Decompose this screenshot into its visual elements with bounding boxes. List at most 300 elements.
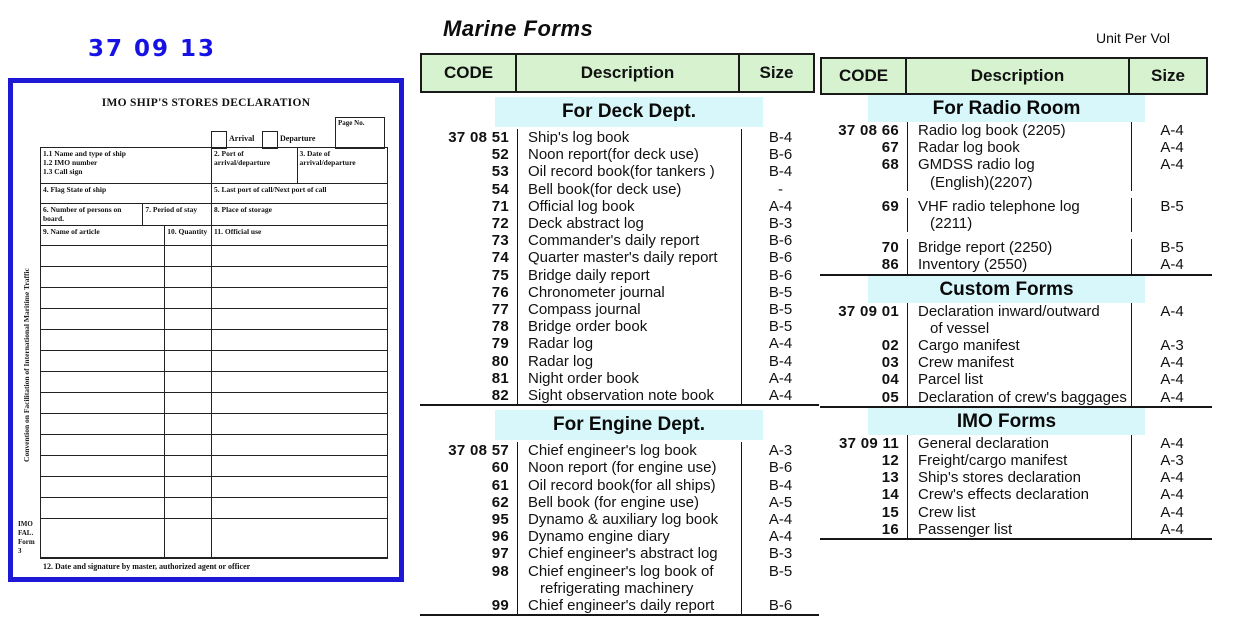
form-empty-cell (165, 435, 212, 456)
size-cell: B-6 (768, 597, 793, 615)
column-header: Size (1128, 57, 1208, 95)
table-row (420, 370, 819, 387)
size-cell: B-3 (768, 545, 793, 563)
form-empty-cell (41, 456, 165, 477)
size-cell: A-4 (1160, 469, 1184, 487)
form-field-label: 1.1 Name and type of ship (43, 149, 126, 158)
size-cell: - (778, 180, 783, 198)
form-grid-empty-row (41, 351, 387, 372)
description-line: Dynamo engine diary (528, 528, 670, 546)
size-cell: B-5 (768, 283, 793, 301)
form-empty-cell (165, 309, 212, 330)
code-cell: 37 08 57 (448, 442, 509, 460)
description-line: Chief engineer's log book (528, 442, 697, 460)
table-row (820, 256, 1212, 273)
form-grid-row (41, 226, 387, 246)
size-cell: A-4 (768, 528, 793, 546)
size-cell: A-4 (1160, 434, 1184, 452)
description-cell (517, 528, 742, 545)
forms-table-left (420, 53, 819, 616)
description-cell (907, 337, 1132, 354)
description-line: Freight/cargo manifest (918, 452, 1068, 470)
form-grid-row (41, 204, 387, 226)
description-line: Cargo manifest (918, 337, 1020, 355)
fal-line: Form (18, 538, 35, 546)
description-line: Dynamo & auxiliary log book (528, 511, 719, 529)
column-header: Description (905, 57, 1130, 95)
description-cell (517, 318, 742, 335)
description-cell (517, 284, 742, 301)
form-grid-row (41, 148, 387, 184)
form-empty-cell (41, 519, 165, 558)
form-empty-cell (212, 246, 387, 267)
size-cell: A-4 (768, 511, 793, 529)
table-row (820, 156, 1212, 190)
size-cell: B-6 (768, 266, 793, 284)
description-cell (517, 232, 742, 249)
form-empty-cell (212, 477, 387, 498)
description-cell (907, 156, 1132, 190)
size-cell: A-3 (768, 442, 793, 460)
size-cell: B-4 (768, 352, 793, 370)
description-line: Ship's log book (528, 129, 630, 146)
description-cell (907, 354, 1132, 371)
size-cell: A-4 (1160, 503, 1184, 521)
size-cell: B-4 (768, 163, 793, 181)
code-cell: 04 (881, 371, 899, 389)
form-field-label: 8. Place of storage (214, 205, 272, 214)
table-row (420, 129, 819, 146)
form-empty-cell (165, 477, 212, 498)
table-row (820, 486, 1212, 503)
form-empty-cell (212, 414, 387, 435)
description-cell (517, 459, 742, 476)
form-empty-cell (41, 477, 165, 498)
description-line: Oil record book(for tankers ) (528, 163, 715, 181)
form-field-cell (212, 184, 387, 204)
form-field-label: 6. Number of persons on (43, 205, 122, 214)
description-cell (517, 563, 742, 597)
section-divider (420, 614, 819, 616)
form-grid-empty-row (41, 288, 387, 309)
table-row (420, 146, 819, 163)
form-empty-cell (212, 351, 387, 372)
code-cell: 96 (491, 528, 509, 546)
description-line: refrigerating machinery (540, 579, 694, 597)
description-cell (517, 163, 742, 180)
code-cell: 37 08 51 (448, 129, 509, 146)
form-empty-cell (212, 435, 387, 456)
description-cell (517, 387, 742, 404)
form-preview-inner (13, 83, 399, 577)
code-cell: 69 (881, 197, 899, 215)
description-cell (517, 129, 742, 146)
section-title: For Engine Dept. (495, 410, 763, 440)
table-row (420, 511, 819, 528)
page-title: Marine Forms (443, 16, 594, 41)
form-empty-cell (212, 309, 387, 330)
description-line: Sight observation note book (528, 387, 714, 405)
description-line: Compass journal (528, 301, 641, 319)
description-cell (517, 335, 742, 352)
description-line: General declaration (918, 434, 1049, 452)
table-row (420, 284, 819, 301)
code-cell: 79 (491, 335, 509, 353)
form-field-label: 1.2 IMO number (43, 158, 98, 167)
form-field-label: arrival/departure (299, 158, 356, 167)
form-empty-cell (165, 288, 212, 309)
size-cell: A-4 (1160, 520, 1184, 538)
code-cell: 67 (881, 139, 899, 157)
table-row (420, 477, 819, 494)
column-header: Size (738, 53, 815, 93)
description-cell (907, 122, 1132, 139)
description-cell (907, 371, 1132, 388)
table-row (820, 435, 1212, 452)
table-row (820, 389, 1212, 406)
form-grid-empty-row (41, 435, 387, 456)
code-cell: 86 (881, 256, 899, 274)
code-cell: 14 (881, 486, 899, 504)
form-empty-cell (41, 372, 165, 393)
section-title: Custom Forms (868, 276, 1145, 303)
section-title: For Deck Dept. (495, 97, 763, 127)
table-row (820, 469, 1212, 486)
table-row (420, 215, 819, 232)
size-cell: A-4 (1160, 486, 1184, 504)
form-empty-cell (41, 393, 165, 414)
form-empty-cell (212, 372, 387, 393)
form-grid-empty-row (41, 267, 387, 288)
form-grid-empty-row (41, 393, 387, 414)
description-line: Declaration inward/outward (918, 302, 1100, 320)
form-grid-empty-row (41, 519, 387, 558)
description-line: Bridge report (2250) (918, 239, 1053, 257)
size-cell: A-4 (1160, 256, 1184, 274)
table-row (420, 545, 819, 562)
table-row (420, 442, 819, 459)
column-header: Description (515, 53, 740, 93)
code-cell: 37 09 01 (838, 302, 899, 320)
size-cell: A-4 (768, 387, 793, 405)
code-cell: 37 08 66 (838, 122, 899, 139)
size-cell: B-4 (768, 476, 793, 494)
table-row (420, 267, 819, 284)
table-row (420, 198, 819, 215)
form-empty-cell (165, 498, 212, 519)
description-line: Noon report(for deck use) (528, 146, 699, 164)
size-cell: B-3 (768, 215, 793, 233)
description-line: VHF radio telephone log (918, 197, 1080, 215)
form-field-label: 2. Port of (214, 149, 244, 158)
size-cell: A-4 (1160, 388, 1184, 406)
unit-per-vol-note: Unit Per Vol (1096, 30, 1170, 46)
table-row (420, 494, 819, 511)
size-cell: A-4 (1160, 354, 1184, 372)
description-line: of vessel (930, 319, 990, 337)
description-line: Radio log book (2205) (918, 122, 1066, 139)
code-cell: 99 (491, 597, 509, 615)
departure-label: Departure (280, 134, 316, 143)
description-cell (517, 370, 742, 387)
section-rows (420, 129, 819, 404)
fal-line: 3 (18, 547, 22, 555)
form-grid-empty-row (41, 330, 387, 351)
description-line: Deck abstract log (528, 215, 644, 233)
table-row (420, 318, 819, 335)
code-cell: 98 (491, 562, 509, 580)
code-cell: 71 (491, 197, 509, 215)
form-field-cell (212, 226, 387, 246)
description-line: Noon report (for engine use) (528, 459, 717, 477)
size-cell: A-4 (768, 197, 793, 215)
size-cell: A-4 (1160, 122, 1184, 139)
column-header: CODE (420, 53, 517, 93)
description-cell (907, 198, 1132, 232)
form-grid-empty-row (41, 414, 387, 435)
description-cell (907, 139, 1132, 156)
form-field-cell (298, 148, 387, 184)
form-title: IMO SHIP'S STORES DECLARATION (101, 97, 311, 109)
table-row (820, 337, 1212, 354)
form-empty-cell (165, 351, 212, 372)
code-cell: 05 (881, 388, 899, 406)
column-header: CODE (820, 57, 907, 95)
table-row (420, 459, 819, 476)
declaration-grid (40, 147, 388, 559)
table-row (420, 597, 819, 614)
form-empty-cell (165, 519, 212, 558)
table-row (820, 303, 1212, 337)
code-cell: 62 (491, 493, 509, 511)
form-field-cell (143, 204, 212, 226)
arrival-label: Arrival (229, 134, 255, 143)
description-line: Commander's daily report (528, 232, 700, 250)
table-row (420, 353, 819, 370)
description-cell (517, 181, 742, 198)
description-cell (907, 504, 1132, 521)
form-empty-cell (212, 267, 387, 288)
size-cell: B-6 (768, 232, 793, 250)
section-rows (820, 303, 1212, 406)
size-cell: A-4 (1160, 302, 1184, 320)
form-field-label: board. (43, 214, 65, 223)
form-empty-cell (165, 372, 212, 393)
code-cell: 72 (491, 215, 509, 233)
table-row (420, 563, 819, 597)
code-cell: 74 (491, 249, 509, 267)
description-cell (517, 442, 742, 459)
size-cell: A-5 (768, 493, 793, 511)
description-cell (517, 301, 742, 318)
description-line: (2211) (930, 215, 973, 233)
code-cell: 52 (491, 146, 509, 164)
description-cell (517, 353, 742, 370)
form-empty-cell (165, 246, 212, 267)
section-title: IMO Forms (868, 408, 1145, 435)
description-cell (517, 597, 742, 614)
description-line: Crew's effects declaration (918, 486, 1089, 504)
table-row (820, 122, 1212, 139)
description-cell (517, 267, 742, 284)
signature-field-label: 12. Date and signature by master, authorized agent or officer (43, 562, 251, 571)
form-empty-cell (165, 414, 212, 435)
code-cell: 75 (491, 266, 509, 284)
form-empty-cell (212, 498, 387, 519)
section-divider (820, 538, 1212, 540)
form-empty-cell (41, 498, 165, 519)
description-line: (English)(2207) (930, 173, 1033, 191)
form-empty-cell (212, 456, 387, 477)
description-line: Ship's stores declaration (918, 469, 1081, 487)
form-ref-number: 37 09 13 (88, 36, 217, 62)
table-row (820, 139, 1212, 156)
imo-fal-form-label (18, 520, 35, 556)
table-header-row (420, 53, 819, 93)
table-row (420, 528, 819, 545)
code-cell: 12 (881, 452, 899, 470)
description-line: Crew list (918, 503, 976, 521)
code-cell: 82 (491, 387, 509, 405)
form-field-label: 10. Quantity (167, 227, 208, 236)
form-empty-cell (41, 288, 165, 309)
description-line: Parcel list (918, 371, 984, 389)
description-line: Passenger list (918, 520, 1013, 538)
size-cell: B-6 (768, 459, 793, 477)
table-row (820, 371, 1212, 388)
form-grid-empty-row (41, 309, 387, 330)
description-line: Radar log (528, 352, 594, 370)
size-cell: B-5 (768, 318, 793, 336)
section-divider (420, 404, 819, 406)
description-line: GMDSS radio log (918, 156, 1035, 174)
form-field-cell (41, 148, 212, 184)
description-cell (517, 477, 742, 494)
description-cell (517, 249, 742, 266)
code-cell: 68 (881, 156, 899, 174)
form-empty-cell (165, 267, 212, 288)
description-cell (517, 215, 742, 232)
description-line: Chief engineer's daily report (528, 597, 715, 615)
description-line: Chronometer journal (528, 283, 665, 301)
size-cell: A-4 (1160, 371, 1184, 389)
description-line: Bridge order book (528, 318, 648, 336)
section-rows (420, 442, 819, 614)
description-line: Oil record book(for all ships) (528, 476, 716, 494)
description-line: Crew manifest (918, 354, 1014, 372)
description-cell (907, 239, 1132, 256)
fal-line: FAL. (18, 529, 34, 537)
forms-table-right (820, 57, 1212, 540)
code-cell: 73 (491, 232, 509, 250)
side-convention-text: Convention on Facilitation of International Maritime Traffic (22, 268, 31, 462)
page-no-box (335, 117, 385, 149)
description-line: Chief engineer's log book of (528, 562, 714, 580)
table-row (420, 163, 819, 180)
table-row (820, 354, 1212, 371)
size-cell: B-6 (768, 249, 793, 267)
form-empty-cell (165, 393, 212, 414)
description-line: Declaration of crew's baggages (918, 388, 1127, 406)
size-cell: B-5 (1160, 197, 1184, 215)
form-empty-cell (165, 456, 212, 477)
code-cell: 78 (491, 318, 509, 336)
size-cell: A-4 (1160, 139, 1184, 157)
form-grid-empty-row (41, 246, 387, 267)
description-cell (517, 511, 742, 528)
description-line: Chief engineer's abstract log (528, 545, 718, 563)
description-line: Quarter master's daily report (528, 249, 718, 267)
form-empty-cell (41, 267, 165, 288)
table-header-row (820, 57, 1212, 95)
description-cell (517, 198, 742, 215)
size-cell: A-4 (768, 335, 793, 353)
form-grid-empty-row (41, 372, 387, 393)
table-row (820, 232, 1212, 256)
code-cell: 02 (881, 337, 899, 355)
form-empty-cell (41, 246, 165, 267)
description-cell (907, 435, 1132, 452)
form-empty-cell (165, 330, 212, 351)
form-empty-cell (212, 519, 387, 558)
description-cell (517, 146, 742, 163)
section-rows (820, 122, 1212, 274)
code-cell: 53 (491, 163, 509, 181)
code-cell: 03 (881, 354, 899, 372)
form-empty-cell (212, 288, 387, 309)
form-field-cell (41, 184, 212, 204)
code-cell: 95 (491, 511, 509, 529)
table-row (820, 504, 1212, 521)
table-row (420, 232, 819, 249)
code-cell: 60 (491, 459, 509, 477)
form-grid-row (41, 184, 387, 204)
table-row (420, 249, 819, 266)
form-field-cell (165, 226, 212, 246)
form-field-cell (212, 148, 298, 184)
size-cell: A-3 (1160, 452, 1184, 470)
form-preview (8, 78, 404, 582)
description-cell (907, 256, 1132, 273)
form-field-label: 4. Flag State of ship (43, 185, 107, 194)
code-cell: 70 (881, 239, 899, 257)
description-cell (907, 521, 1132, 538)
table-row (420, 335, 819, 352)
page-no-label: Page No. (338, 119, 365, 127)
form-empty-cell (41, 435, 165, 456)
table-row (420, 181, 819, 198)
code-cell: 13 (881, 469, 899, 487)
size-cell: B-6 (768, 146, 793, 164)
description-cell (907, 389, 1132, 406)
form-field-label: 5. Last port of call/Next port of call (214, 185, 327, 194)
code-cell: 16 (881, 520, 899, 538)
description-line: Bridge daily report (528, 266, 650, 284)
form-empty-cell (41, 330, 165, 351)
table-row (820, 521, 1212, 538)
size-cell: B-5 (768, 562, 793, 580)
description-line: Night order book (528, 369, 639, 387)
code-cell: 61 (491, 476, 509, 494)
description-cell (517, 545, 742, 562)
form-empty-cell (212, 393, 387, 414)
description-line: Official log book (528, 197, 635, 215)
form-field-cell (41, 204, 143, 226)
code-cell: 77 (491, 301, 509, 319)
form-empty-cell (41, 309, 165, 330)
form-field-label: 7. Period of stay (145, 205, 198, 214)
form-grid-empty-row (41, 498, 387, 519)
